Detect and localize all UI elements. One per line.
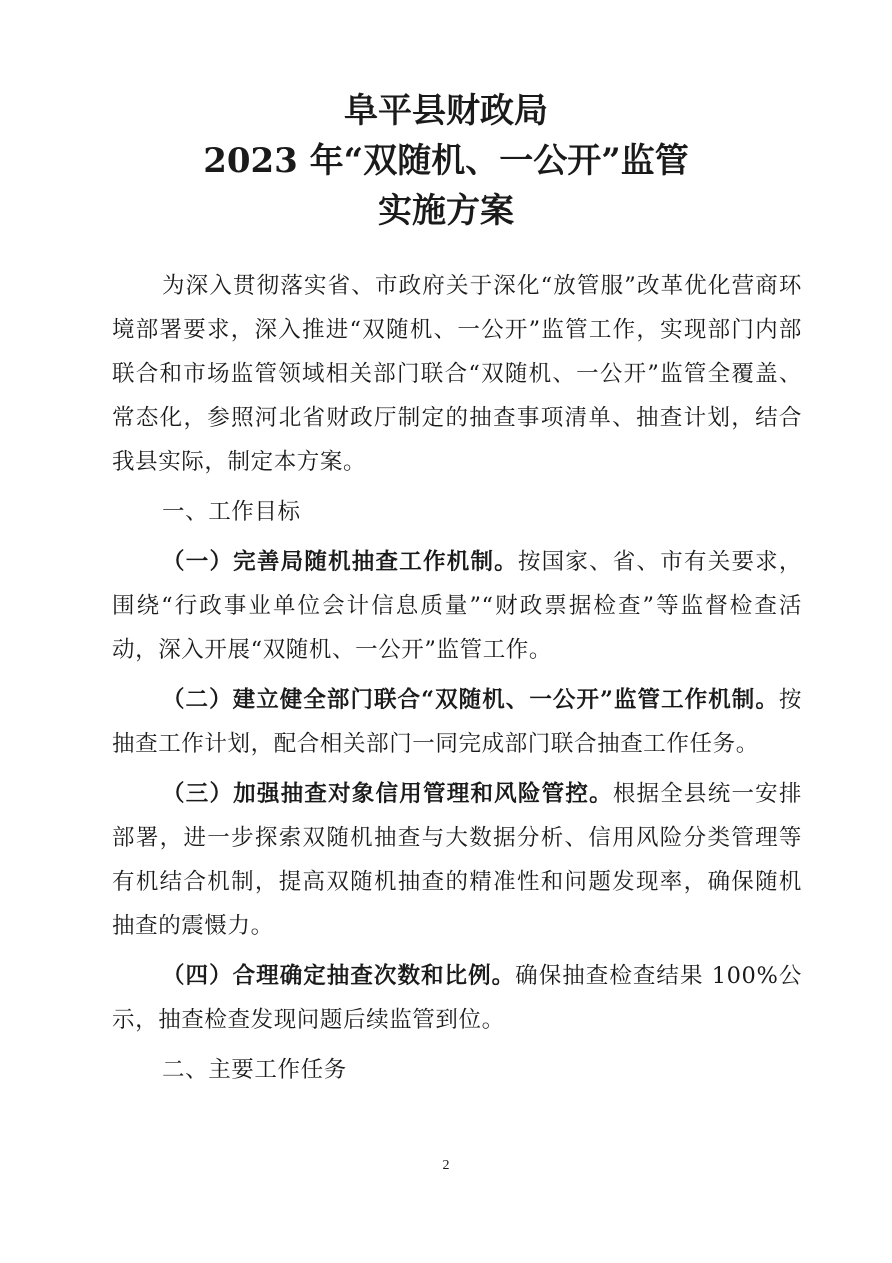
goal-item-2 — [112, 678, 802, 766]
goal-item-1 — [112, 540, 802, 672]
goal-item-2-text: 按抽查工作计划，配合相关部门一同完成部门联合抽查工作任务。 — [112, 687, 802, 757]
goal-item-3-text: 根据全县统一安排部署，进一步探索双随机抽查与大数据分析、信用风险分类管理等有机结合机制，提高双随机抽查的精准性和问题发现率，确保随机抽查的震慑力。 — [112, 781, 802, 939]
goal-item-4 — [112, 954, 802, 1042]
title-line-2: 2023 年“双随机、一公开”监管 — [203, 141, 689, 181]
section-heading-goals: 一、工作目标 — [162, 499, 301, 525]
intro-paragraph: 为深入贯彻落实省、市政府关于深化“放管服”改革优化营商环境部署要求，深入推进“双随机、一公开”监管工作，实现部门内部联合和市场监管领域相关部门联合“双随机、一公开”监管全覆盖、常态化，参照河北省财政厅制定的抽查事项清单、抽查计划，结合我县实际，制定本方案。 — [112, 273, 802, 475]
goal-item-1-lead: （一）完善局随机抽查工作机制。 — [162, 549, 518, 575]
goal-item-2-lead: （二）建立健全部门联合“双随机、一公开”监管工作机制。 — [162, 687, 779, 713]
title-line-3: 实施方案 — [378, 191, 514, 231]
goal-item-4-text: 确保抽查检查结果 100%公示，抽查检查发现问题后续监管到位。 — [112, 963, 802, 1033]
page-number: 2 — [442, 1158, 450, 1173]
goal-item-3 — [112, 772, 802, 948]
title-line-1: 阜平县财政局 — [344, 91, 548, 131]
goal-item-4-lead: （四）合理确定抽查次数和比例。 — [162, 963, 516, 989]
section-heading-tasks: 二、主要工作任务 — [162, 1057, 347, 1083]
goal-item-3-lead: （三）加强抽查对象信用管理和风险管控。 — [162, 781, 613, 807]
goal-item-1-text: 按国家、省、市有关要求，围绕“行政事业单位会计信息质量”“财政票据检查”等监督检查活动，深入开展“双随机、一公开”监管工作。 — [112, 549, 802, 663]
document-body — [112, 264, 802, 1098]
document-title — [0, 86, 892, 236]
